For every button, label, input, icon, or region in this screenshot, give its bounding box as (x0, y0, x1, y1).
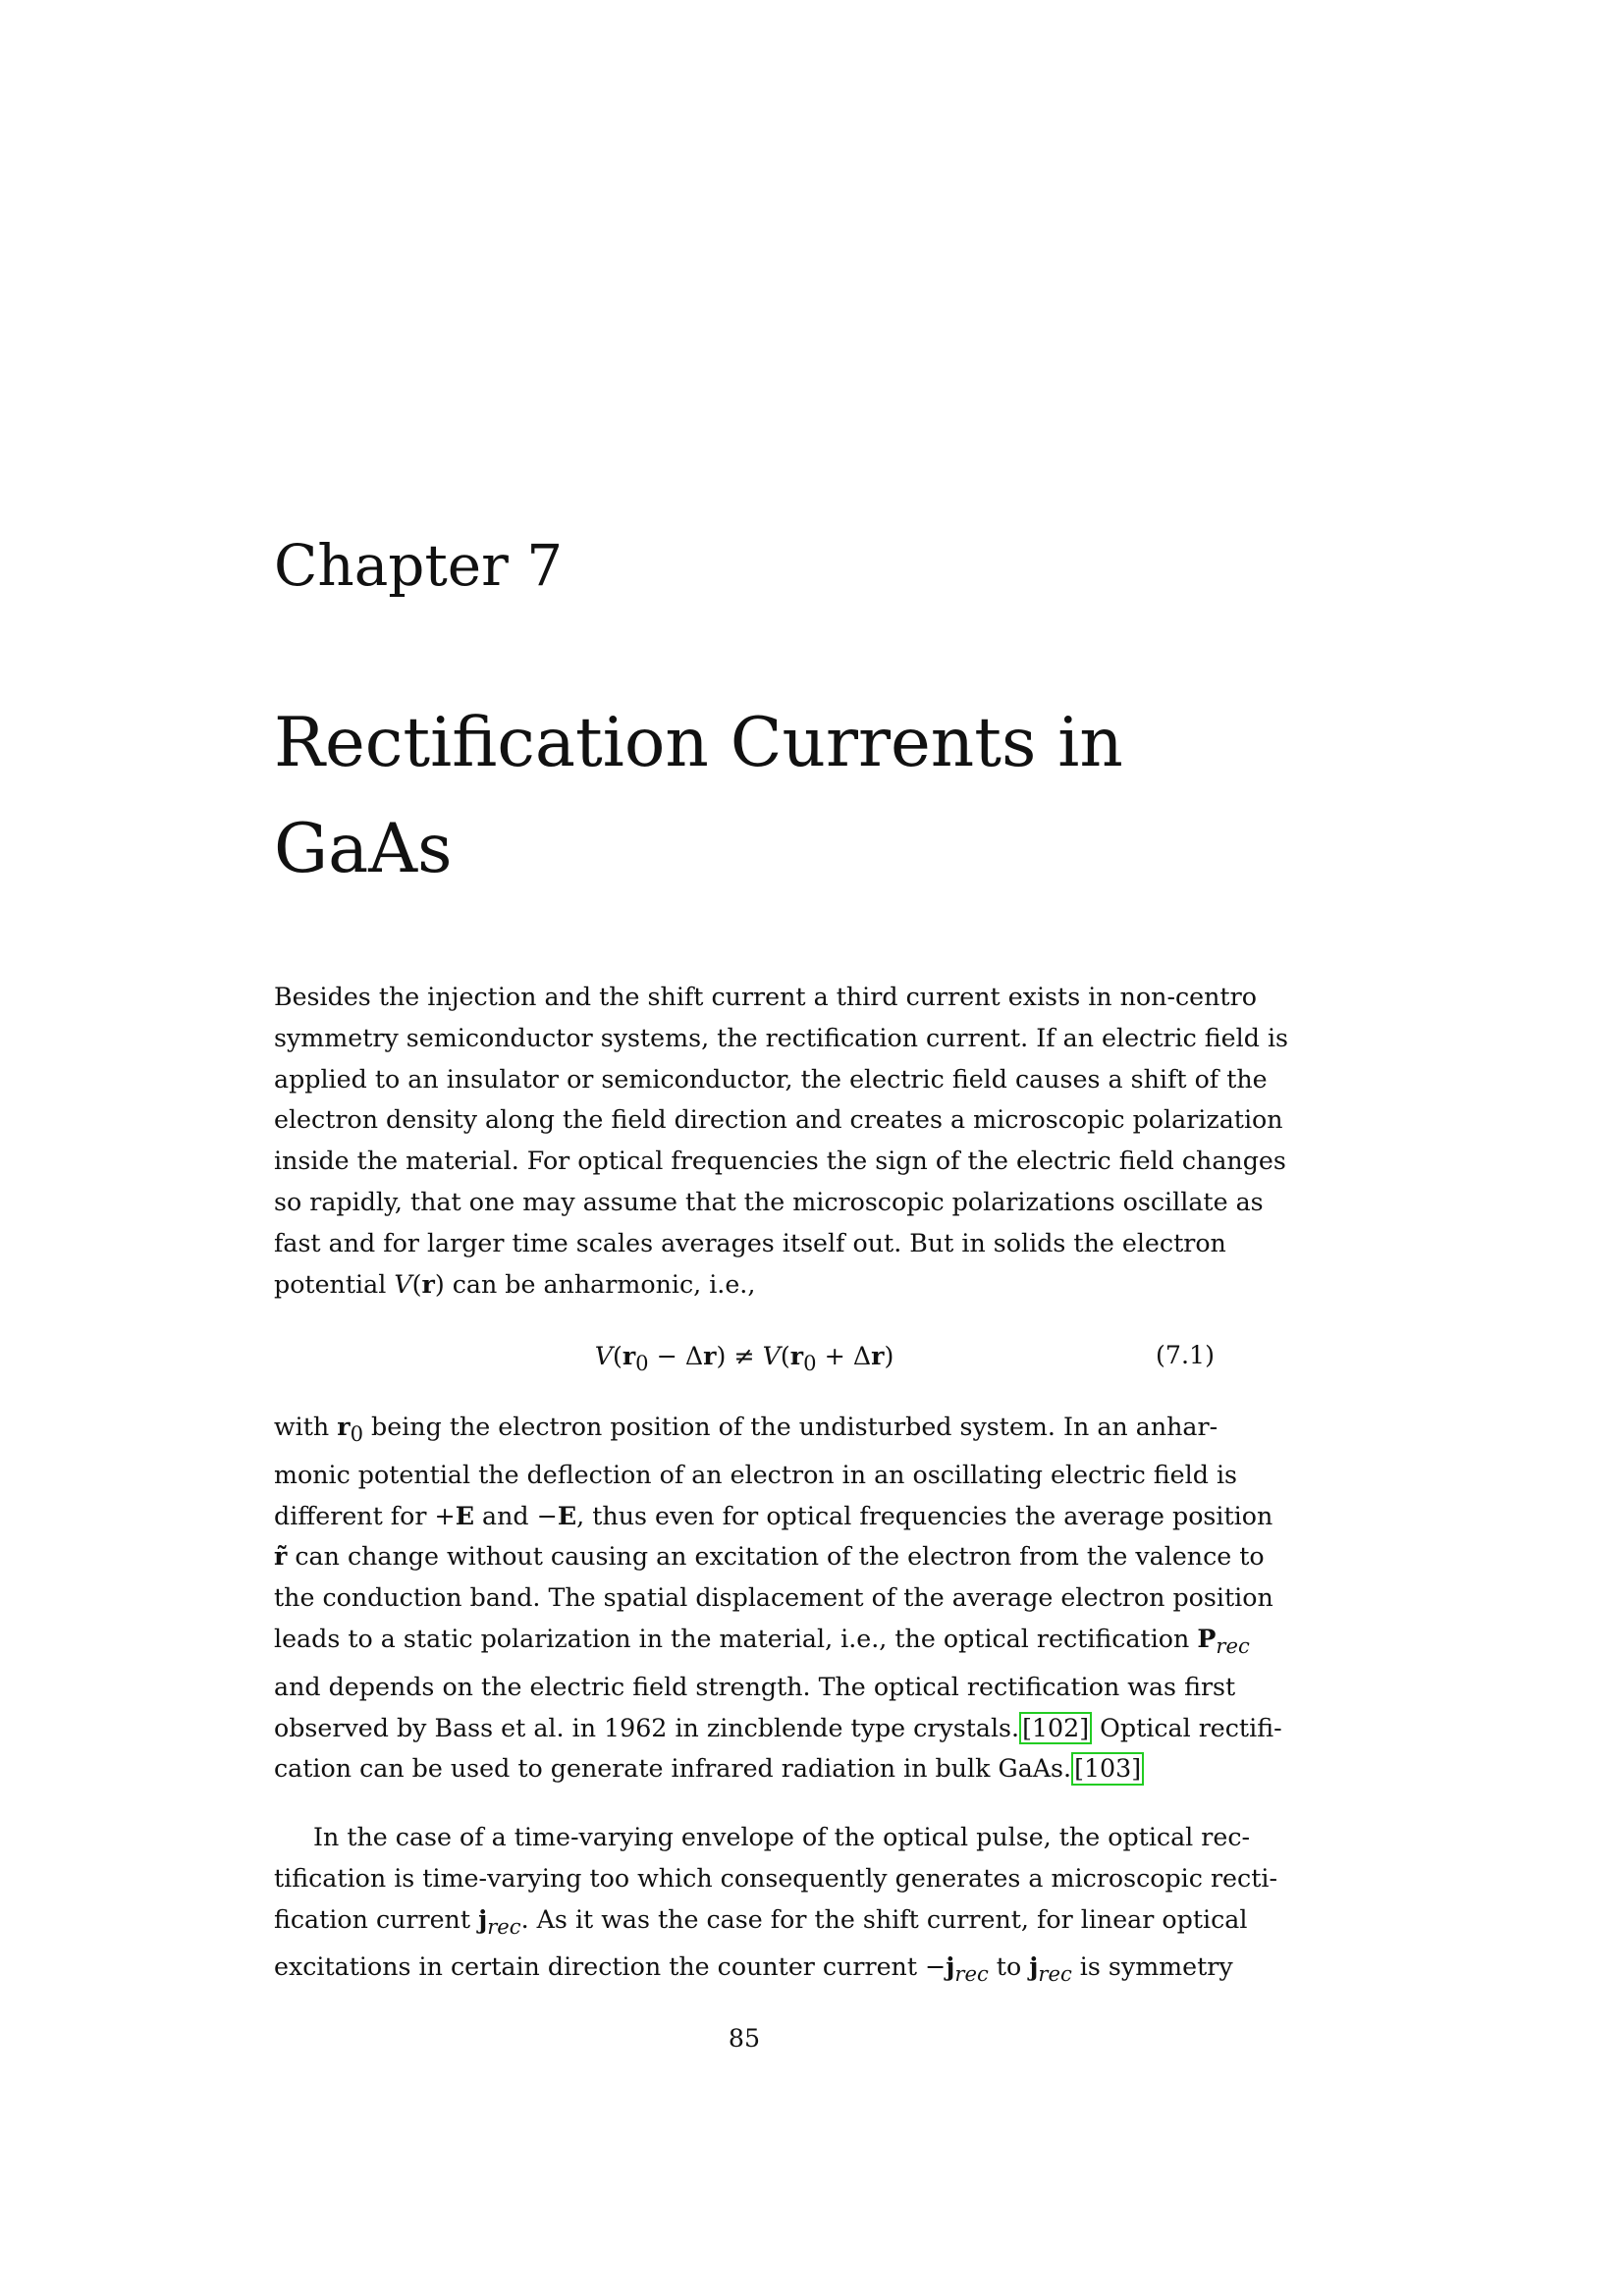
text-fragment: with (274, 1413, 338, 1441)
text-fragment: cation can be used to generate infrared radiation in bulk GaAs. (274, 1754, 1072, 1784)
text-fragment: being the electron position of the undisturbed system. In an anhar- (363, 1413, 1218, 1441)
text-fragment: different for + (274, 1501, 456, 1530)
text-line: fast and for larger time scales averages itself out. But in solids the electron (274, 1228, 1226, 1257)
text-fragment: and − (474, 1501, 558, 1530)
text-line: symmetry semiconductor systems, the rectification current. If an electric field is (274, 1023, 1289, 1052)
equation-block (274, 1335, 1215, 1376)
text-fragment: can be anharmonic, i.e., (444, 1269, 756, 1299)
text-line: fication current $j_{rec}$. As it was the case for the shift current, for linear optical (274, 1903, 1248, 1939)
chapter-title-line-2: GaAs (274, 810, 453, 888)
text-fragment: observed by Bass et al. in 1962 in zincblende type crystals. (274, 1713, 1020, 1742)
text-line: electron density along the field direction and creates a microscopic polarization (274, 1105, 1283, 1135)
text-line (274, 1748, 1215, 1789)
citation-link-103[interactable]: [103] (1071, 1752, 1144, 1785)
text-fragment: Optical rectifi- (1092, 1713, 1282, 1742)
text-line: r̃ can change without causing an excitation of the electron from the valence to (274, 1541, 1265, 1572)
text-fragment: is symmetry (1071, 1952, 1233, 1982)
text-line: the conduction band. The spatial displacement of the average electron position (274, 1583, 1273, 1613)
text-line: tification is time-varying too which consequently generates a microscopic recti- (274, 1863, 1277, 1893)
text-line: Besides the injection and the shift current a third current exists in non-centro (274, 983, 1257, 1011)
text-line: inside the material. For optical frequencies the sign of the electric field changes (274, 1147, 1286, 1176)
text-line: applied to an insulator or semiconductor, the electric field causes a shift of the (274, 1064, 1268, 1094)
text-fragment: . As it was the case for the shift current, for linear optical (520, 1904, 1248, 1934)
equation-number: (7.1) (1156, 1341, 1215, 1369)
text-fragment: excitations in certain direction the counter current − (274, 1952, 947, 1982)
citation-link-102[interactable]: [102] (1019, 1712, 1092, 1744)
text-fragment: , thus even for optical frequencies the average position (576, 1501, 1273, 1530)
text-line: with $r_0$ being the electron position of the undisturbed system. In an anhar- (274, 1412, 1218, 1447)
chapter-label: Chapter 7 (274, 532, 564, 599)
page-number: 85 (728, 2024, 761, 2053)
text-line: excitations in certain direction the counter current $-j_{rec}$ to $j_{rec}$ is symmetry (274, 1951, 1233, 1987)
text-fragment: leads to a static polarization in the material, i.e., the optical rectification (274, 1625, 1198, 1654)
text-line: potential V(r) can be anharmonic, i.e., (274, 1268, 756, 1299)
text-line: In the case of a time-varying envelope of the optical pulse, the optical rec- (313, 1823, 1251, 1851)
paragraph-anharmonic (274, 1407, 1282, 1789)
text-line: leads to a static polarization in the material, i.e., the optical rectification $P_{rec}$ (274, 1624, 1250, 1659)
paragraph-intro (274, 977, 1289, 1305)
text-line: monic potential the deflection of an electron in an oscillating electric field is (274, 1460, 1238, 1489)
text-fragment: to (988, 1952, 1030, 1982)
chapter-title-line-1: Rectification Currents in (274, 704, 1123, 782)
text-line: different for +E and −E, thus even for optical frequencies the average position (274, 1500, 1273, 1530)
text-line (274, 1708, 1282, 1749)
text-line: and depends on the electric field strength. The optical rectification was first (274, 1672, 1236, 1701)
text-fragment: fication current (274, 1904, 479, 1934)
equation-anharmonic-potential: $V(r_0 - \Delta r) \ne V(r_0 + \Delta r)$ (594, 1341, 894, 1376)
chapter-title (274, 690, 1256, 902)
text-line: so rapidly, that one may assume that the microscopic polarizations oscillate as (274, 1187, 1264, 1216)
paragraph-time-varying (274, 1817, 1277, 1995)
text-fragment: potential (274, 1269, 395, 1299)
text-fragment: can change without causing an excitation of the electron from the valence to (287, 1542, 1265, 1572)
